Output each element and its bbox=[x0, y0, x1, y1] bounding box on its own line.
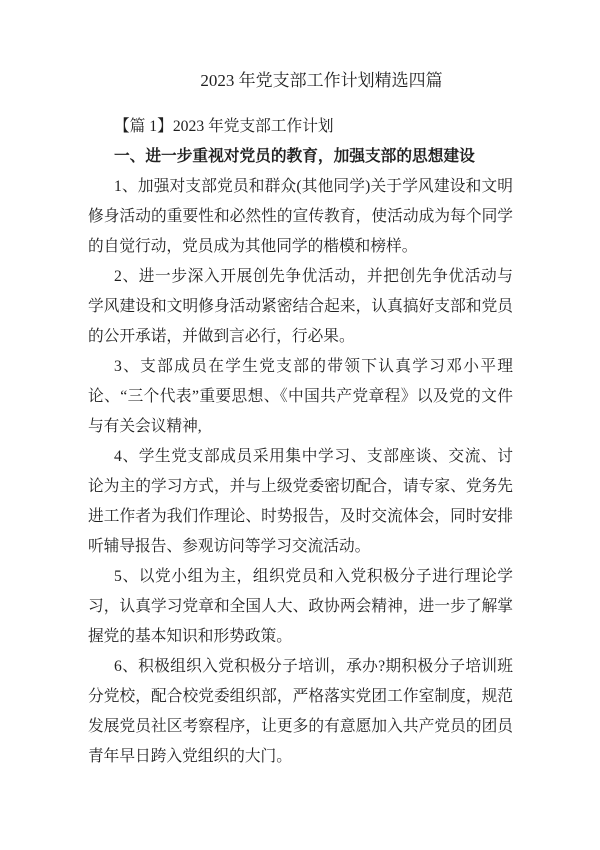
paragraph: 2、进一步深入开展创先争优活动，并把创先争优活动与学风建设和文明修身活动紧密结合起来，认真搞好支部和党员的公开承诺，并做到言必行，行必果。 bbox=[88, 268, 513, 345]
paragraph: 3、支部成员在学生党支部的带领下认真学习邓小平理论、“三个代表”重要思想、《中国共产党章程》以及党的文件与有关会议精神, bbox=[88, 358, 513, 435]
paragraph: 4、学生党支部成员采用集中学习、支部座谈、交流、讨论为主的学习方式，并与上级党委密切配合，请专家、党务先进工作者为我们作理论、时势报告，及时交流体会，同时安排听辅导报告、参观访问等学习交流活动。 bbox=[88, 448, 513, 555]
document-body bbox=[88, 112, 513, 772]
section-heading: 一、进一步重视对党员的教育，加强支部的思想建设 bbox=[114, 148, 475, 165]
paragraph: 6、积极组织入党积极分子培训，承办?期积极分子培训班分党校，配合校党委组织部，严格落实党团工作室制度，规范发展党员社区考察程序，让更多的有意愿加入共产党员的团员青年早日跨入党组织的大门。 bbox=[88, 658, 513, 765]
document-title: 2023 年党支部工作计划精选四篇 bbox=[200, 71, 443, 90]
paragraph: 5、以党小组为主，组织党员和入党积极分子进行理论学习，认真学习党章和全国人大、政协两会精神，进一步了解掌握党的基本知识和形势政策。 bbox=[88, 568, 513, 645]
paragraph: 1、加强对支部党员和群众(其他同学)关于学风建设和文明修身活动的重要性和必然性的宣传教育，使活动成为每个同学的自觉行动，党员成为其他同学的楷模和榜样。 bbox=[88, 178, 513, 255]
paragraph-list bbox=[88, 172, 513, 772]
article-subtitle: 【篇 1】2023 年党支部工作计划 bbox=[114, 118, 334, 135]
